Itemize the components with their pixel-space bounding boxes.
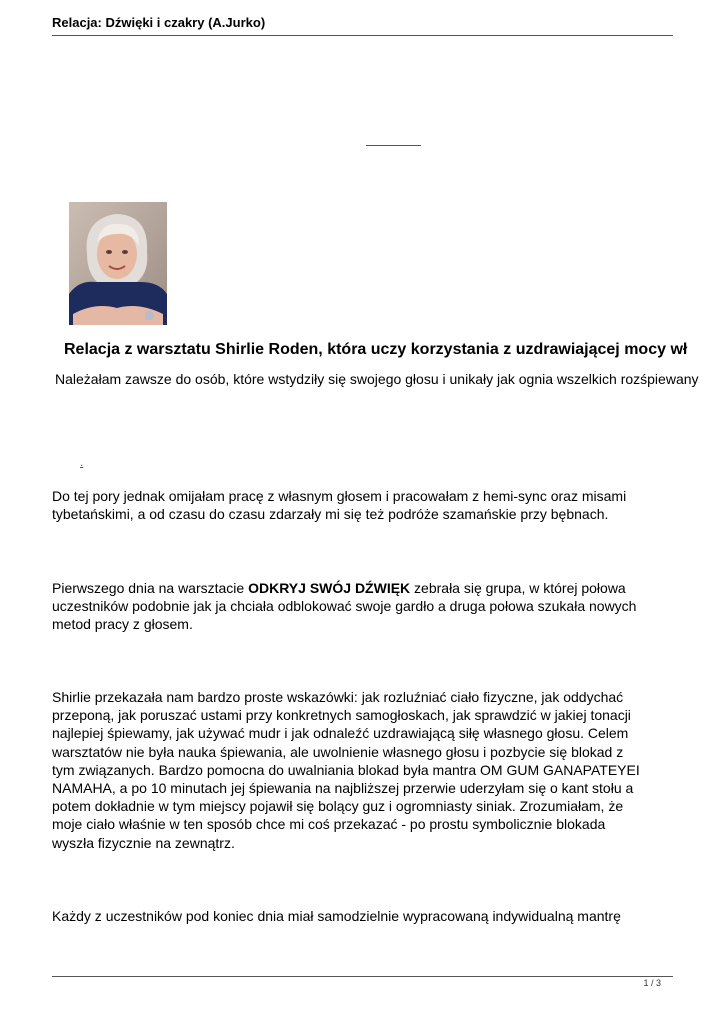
paragraph-line — [52, 579, 692, 597]
paragraph-line: uczestników podobnie jak ja chciała odblokować swoje gardło a druga połowa szukała nowych — [52, 598, 637, 615]
article-heading: Relacja z warsztatu Shirlie Roden, która uczy korzystania z uzdrawiającej mocy wł — [64, 341, 688, 358]
inline-dot-link[interactable]: . — [80, 455, 84, 469]
paragraph-line: potem dokładnie w tym miejscy pojawił się bolący guz i ogromniasty siniak. Zrozumiałam, że — [52, 798, 624, 815]
paragraph-line: NAMAHA, a po 10 minutach jej śpiewania na najbliższej przerwie uderzyłam się o kant stołu a — [52, 780, 634, 797]
paragraph-line: Każdy z uczestników pod koniec dnia miał samodzielnie wypracowaną indywidualną mantrę — [52, 908, 621, 924]
header-divider — [52, 35, 673, 36]
paragraph-line: Shirlie przekazała nam bardzo proste wskazówki: jak rozluźniać ciało fizyczne, jak oddychać — [52, 689, 624, 705]
page-number: 1 / 3 — [643, 978, 661, 988]
paragraph-line: metod pracy z głosem. — [52, 616, 193, 633]
paragraph-4 — [52, 907, 692, 925]
paragraph-1 — [52, 487, 692, 523]
paragraph-line: tym związanych. Bardzo pomocna do uwalniania blokad była mantra OM GUM GANAPATEYEI — [52, 761, 640, 778]
empty-link-underline[interactable] — [366, 145, 421, 146]
paragraph-line: przeponą, jak poruszać ustami przy konkretnych samogłoskach, jak sprawdzić w jakiej tonacji — [52, 707, 631, 724]
paragraph-3 — [52, 688, 692, 852]
footer-divider — [52, 976, 673, 977]
paragraph-line: warsztatów nie była nauka śpiewania, ale uwolnienie własnego głosu i pozbycie się blokad z — [52, 743, 624, 760]
intro-paragraph: Należałam zawsze do osób, które wstydziły się swojego głosu i unikały jak ognia wszelkich rozśpiewany — [55, 371, 699, 387]
paragraph-line: wyszła fizycznie na zewnątrz. — [52, 834, 235, 851]
paragraph-text: zebrała się grupa, w której połowa — [410, 580, 626, 596]
paragraph-line: moje ciało właśnie w ten sposób chce mi coś przekazać - po prostu symbolicznie blokada — [52, 816, 606, 833]
paragraph-2 — [52, 579, 692, 634]
page-header-title: Relacja: Dźwięki i czakry (A.Jurko) — [52, 15, 266, 30]
paragraph-text: Pierwszego dnia na warsztacie — [52, 580, 249, 596]
workshop-name: ODKRYJ SWÓJ DŹWIĘK — [248, 580, 411, 596]
paragraph-line: tybetańskimi, a od czasu do czasu zdarzały mi się też podróże szamańskie przy bębnach. — [52, 506, 609, 523]
paragraph-line: najlepiej śpiewamy, jak używać mudr i jak odnaleźć uzdrawiającą siłę własnego głosu. Celem — [52, 725, 629, 742]
author-photo — [69, 202, 167, 325]
paragraph-line: Do tej pory jednak omijałam pracę z własnym głosem i pracowałam z hemi-sync oraz misami — [52, 488, 627, 504]
